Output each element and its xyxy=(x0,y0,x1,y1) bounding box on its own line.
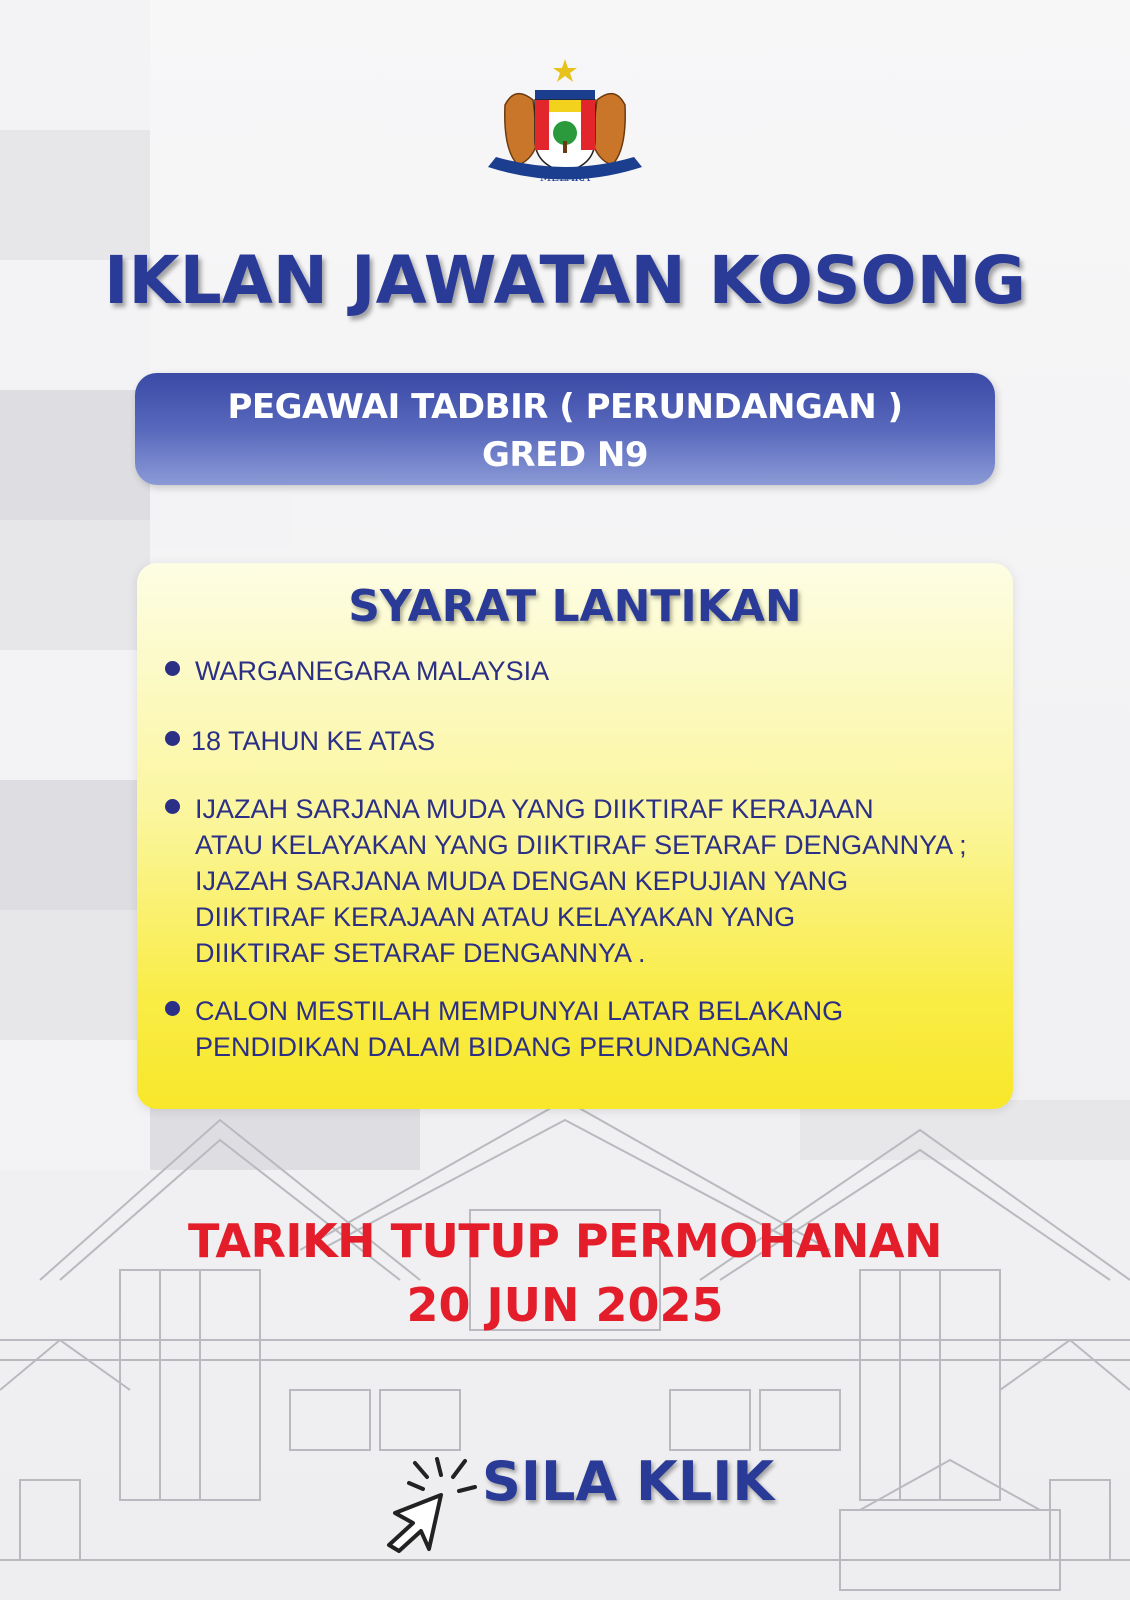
bullet-icon xyxy=(165,799,180,814)
background-block xyxy=(0,130,150,260)
crest-label: MELAKA xyxy=(539,171,591,184)
position-title: PEGAWAI TADBIR ( PERUNDANGAN ) xyxy=(227,387,903,427)
click-here-button[interactable]: SILA KLIK xyxy=(482,1450,775,1513)
requirement-text: CALON MESTILAH MEMPUNYAI LATAR BELAKANG PENDIDIKAN DALAM BIDANG PERUNDANGAN xyxy=(195,996,844,1062)
requirement-text: 18 TAHUN KE ATAS xyxy=(191,726,436,756)
background-block xyxy=(0,780,150,910)
bullet-icon xyxy=(165,661,180,676)
melaka-crest-logo xyxy=(480,55,650,185)
background-block xyxy=(0,390,150,520)
page-title: IKLAN JAWATAN KOSONG xyxy=(103,242,1027,319)
bullet-icon xyxy=(165,731,180,746)
background-block xyxy=(0,0,150,130)
requirement-text: IJAZAH SARJANA MUDA YANG DIIKTIRAF KERAJAAN ATAU KELAYAKAN YANG DIIKTIRAF SETARAF DENGANNYA ; IJAZAH SARJANA MUDA DENGAN KEPUJIAN YANG DIIKTIRAF KERAJAAN ATAU KELAYAKAN YANG DIIKTIRAF SETARAF DENGANNYA . xyxy=(195,794,967,968)
requirements-title: SYARAT LANTIKAN xyxy=(348,581,802,632)
closing-date-label: TARIKH TUTUP PERMOHANAN xyxy=(188,1214,942,1268)
requirements-panel xyxy=(137,563,1013,1109)
bullet-icon xyxy=(165,1001,180,1016)
position-grade: GRED N9 xyxy=(482,435,648,475)
requirement-text: WARGANEGARA MALAYSIA xyxy=(195,656,550,686)
cursor-click-icon[interactable] xyxy=(375,1453,490,1553)
background-block xyxy=(0,910,150,1040)
closing-date-value: 20 JUN 2025 xyxy=(406,1278,724,1332)
position-banner xyxy=(135,373,995,485)
background-block xyxy=(0,520,150,650)
background-block xyxy=(0,650,150,780)
building-illustration xyxy=(0,1090,1130,1600)
